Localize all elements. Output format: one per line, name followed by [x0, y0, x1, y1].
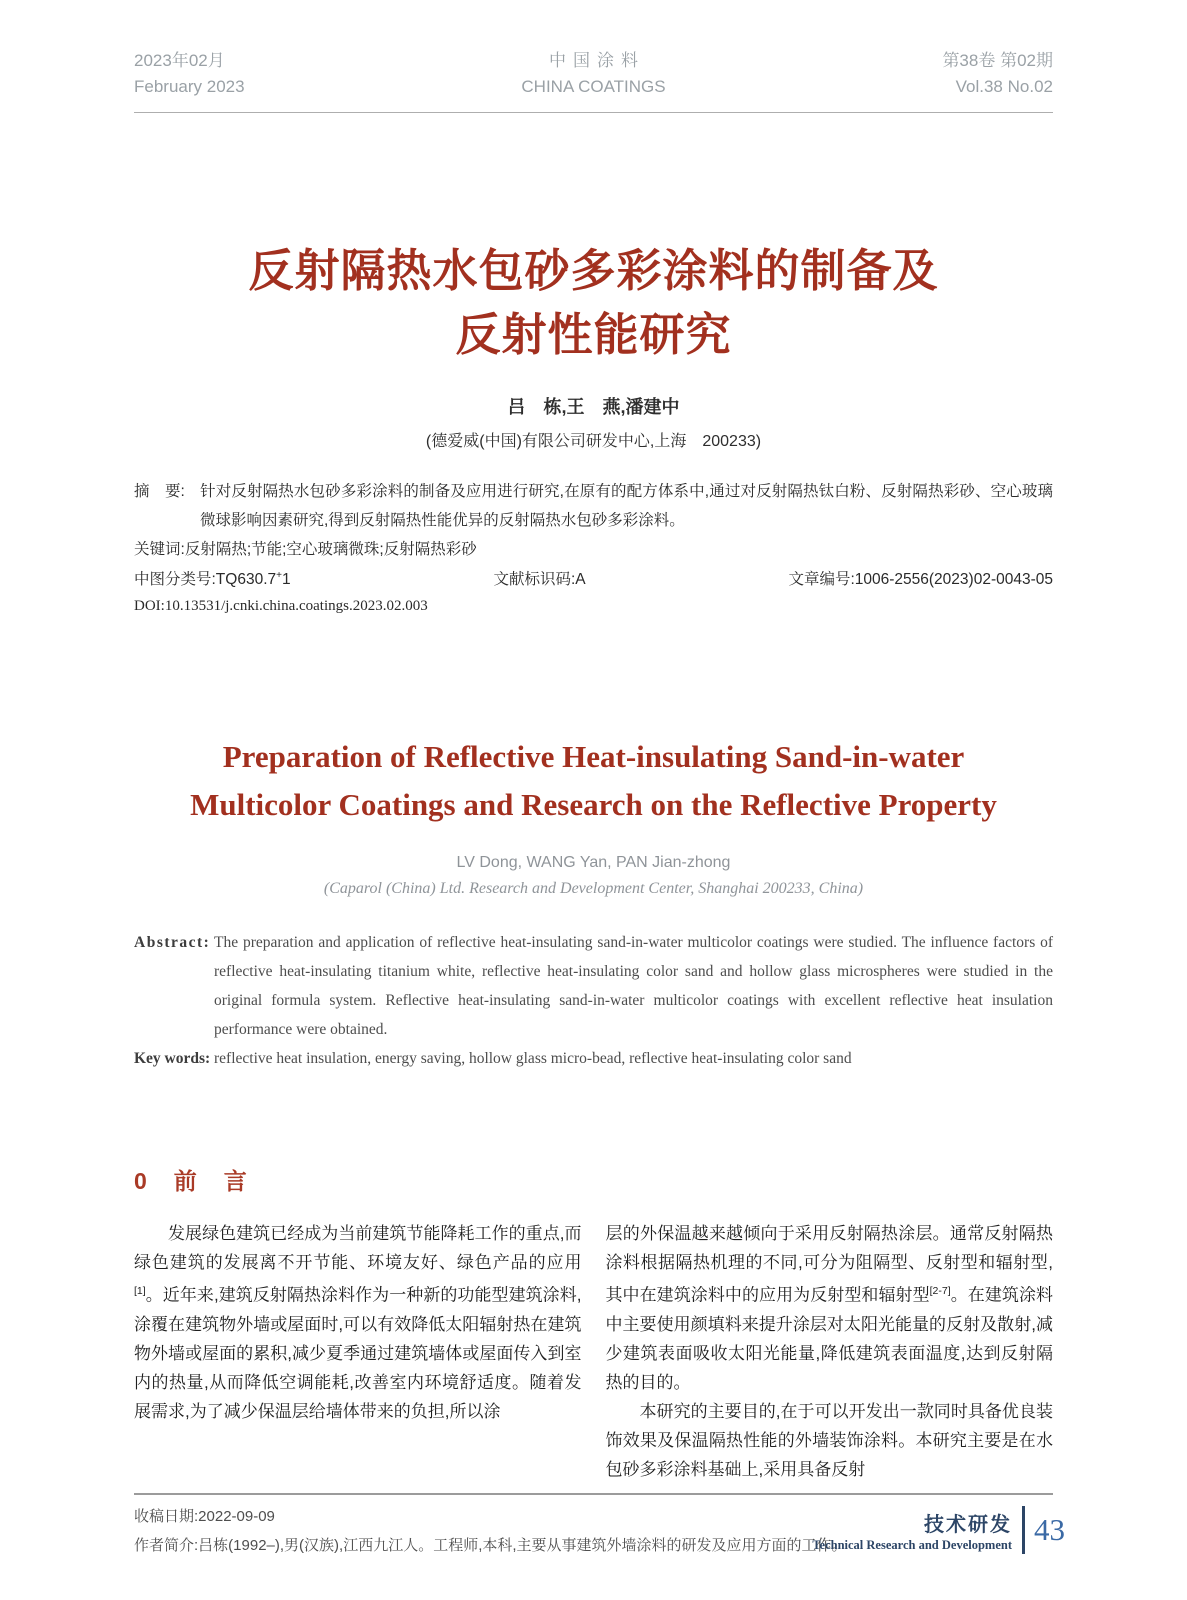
- abstract-en: [134, 928, 1053, 1044]
- abstract-en-text: The preparation and application of reflective heat-insulating sand-in-water multicolor coatings were studied. The influence factors of reflective heat-insulating titanium white, reflective heat-insulating color sand and hollow glass microspheres were studied in the original formula system. Reflective heat-insulating sand-in-water multicolor coatings with excellent reflective heat insulation performance were obtained.: [214, 934, 1053, 1038]
- body-paragraph: [134, 1219, 582, 1426]
- volume-issue-cn: 第38卷 第02期: [942, 51, 1053, 70]
- affiliation-cn: (德爱威(中国)有限公司研发中心,上海 200233): [425, 433, 762, 450]
- reference-superscript-1: [1]: [134, 1285, 146, 1297]
- document-code: 文献标识码:A: [493, 571, 586, 588]
- left-paragraph-text-cont: 。近年来,建筑反射隔热涂料作为一种新的功能型建筑涂料,涂覆在建筑物外墙或屋面时,可以有效降低太阳辐射热在建筑物外墙或屋面的累积,减少夏季通过建筑墙体或屋面传入到室内的热量,从而降低空调能耗,改善室内环境舒适度。随着发展需求,为了减少保温层给墙体带来的负担,所以涂: [134, 1285, 582, 1421]
- header-volume-issue: [942, 48, 1053, 100]
- right-paragraph1-text: 层的外保温越来越倾向于采用反射隔热涂层。通常反射隔热涂料根据隔热机理的不同,可分为阻隔型、反射型和辐射型,其中在建筑涂料中的应用为反射型和辐射型: [605, 1224, 1053, 1305]
- issue-date-cn: 2023年02月: [134, 51, 225, 70]
- header-divider: [134, 112, 1053, 113]
- keywords-en: [134, 1044, 1053, 1073]
- page-footer: [812, 1506, 1065, 1554]
- abstract-cn: [134, 477, 1053, 535]
- reference-superscript-2-7: [2-7]: [929, 1285, 951, 1297]
- right-paragraph1-text-cont: 。在建筑涂料中主要使用颜填料来提升涂层对太阳光能量的反射及散射,减少建筑表面吸收太阳光能量,降低建筑表面温度,达到反射隔热的目的。: [605, 1285, 1054, 1392]
- abstract-cn-label: 摘 要:: [134, 483, 185, 500]
- affiliation-en: (Caparol (China) Ltd. Research and Development Center, Shanghai 200233, China): [323, 880, 864, 897]
- clc-number: [134, 567, 291, 589]
- article-title-en: [134, 733, 1053, 829]
- abstract-keywords-en: [134, 928, 1053, 1073]
- article-id: 文章编号:1006-2556(2023)02-0043-05: [788, 571, 1053, 588]
- body-column-left: [134, 1219, 582, 1484]
- footnote-divider: [134, 1493, 1053, 1495]
- journal-header: [134, 48, 1053, 100]
- received-date: 收稿日期:2022-09-09: [134, 1507, 275, 1525]
- abstract-keywords-cn: [134, 477, 1053, 564]
- authors-en: LV Dong, WANG Yan, PAN Jian-zhong: [456, 854, 731, 871]
- volume-issue-en: Vol.38 No.02: [955, 77, 1053, 96]
- authors-cn: 吕 栋,王 燕,潘建中: [507, 397, 680, 417]
- article-title-cn-line2: 反射性能研究: [455, 309, 732, 360]
- clc-number-text: 中图分类号:TQ630.7: [134, 571, 277, 588]
- clc-number-tail: 1: [281, 571, 291, 588]
- section-heading-intro: 0 前 言: [134, 1168, 249, 1194]
- header-journal-name: [521, 48, 665, 100]
- abstract-cn-text: 针对反射隔热水包砂多彩涂料的制备及应用进行研究,在原有的配方体系中,通过对反射隔热钛白粉、反射隔热彩砂、空心玻璃微球影响因素研究,得到反射隔热性能优异的反射隔热水包砂多彩涂料。: [200, 483, 1053, 529]
- keywords-cn-text: 反射隔热;节能;空心玻璃微珠;反射隔热彩砂: [184, 541, 477, 558]
- abstract-en-label: Abstract:: [134, 934, 211, 951]
- article-title-cn-line1: 反射隔热水包砂多彩涂料的制备及: [248, 245, 939, 296]
- body-paragraph: 本研究的主要目的,在于可以开发出一款同时具备优良装饰效果及保温隔热性能的外墙装饰涂料。本研究主要是在水包砂多彩涂料基础上,采用具备反射: [605, 1401, 1053, 1479]
- keywords-en-label: Key words:: [134, 1050, 211, 1067]
- keywords-cn: [134, 535, 1053, 564]
- left-paragraph-text: 发展绿色建筑已经成为当前建筑节能降耗工作的重点,而绿色建筑的发展离不开节能、环境友好、绿色产品的应用: [134, 1224, 582, 1272]
- page-number: 43: [1034, 1512, 1065, 1547]
- keywords-en-text: reflective heat insulation, energy saving, hollow glass micro-bead, reflective heat-insulating color sand: [214, 1050, 852, 1067]
- footer-section-cn: 技术研发: [924, 1513, 1012, 1536]
- journal-name-en: CHINA COATINGS: [521, 77, 666, 96]
- footer-section-name: [812, 1508, 1012, 1553]
- article-meta-row: [134, 567, 1053, 589]
- keywords-cn-label: 关键词:: [134, 541, 185, 558]
- body-column-right: [606, 1219, 1054, 1484]
- header-issue-date: [134, 48, 245, 100]
- article-title-en-line2: Multicolor Coatings and Research on the Reflective Property: [190, 787, 997, 822]
- clc-number-sup: +: [276, 569, 282, 581]
- issue-date-en: February 2023: [134, 77, 245, 96]
- author-bio: 作者简介:吕栋(1992–),男(汉族),江西九江人。工程师,本科,主要从事建筑外墙涂料的研发及应用方面的工作。: [134, 1536, 847, 1554]
- body-paragraph: [606, 1219, 1054, 1397]
- footer-divider-bar: [1022, 1506, 1025, 1554]
- footer-section-en: Technical Research and Development: [812, 1537, 1012, 1552]
- article-title-en-line1: Preparation of Reflective Heat-insulating Sand-in-water: [222, 739, 965, 774]
- journal-name-cn: 中国涂料: [549, 51, 645, 70]
- article-title-cn: [134, 239, 1053, 367]
- body-columns: [134, 1219, 1053, 1484]
- doi: DOI:10.13531/j.cnki.china.coatings.2023.02.003: [134, 598, 428, 614]
